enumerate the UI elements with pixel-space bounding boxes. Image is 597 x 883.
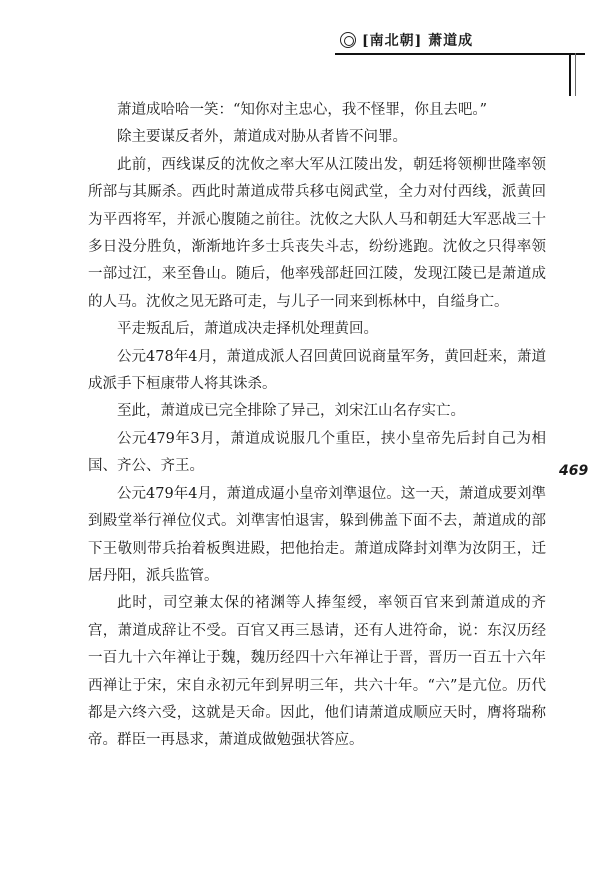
paragraph: 至此，萧道成已完全排除了异己，刘宋江山名存实亡。	[117, 403, 465, 420]
double-circle-icon	[340, 32, 356, 48]
running-header	[340, 30, 473, 50]
paragraph: 公元479年4月，萧道成逼小皇帝刘準退位。这一天，萧道成要刘準到殿堂举行禅位仪式。刘準害怕退害，躲到佛盖下面不去，萧道成的部下王敬则带兵抬着板舆进殿，把他抬走。萧道成降封刘準为汝阴王，迁居丹阳，派兵监管。	[88, 485, 546, 584]
header-rule-vertical-thin	[575, 53, 576, 96]
paragraph: 此前，西线谋反的沈攸之率大军从江陵出发，朝廷将领柳世隆率领所部与其厮杀。西此时萧道成带兵移屯阅武堂，全力对付西线，派黄回为平西将军，并派心腹随之前往。沈攸之大队人马和朝廷大军恶战三十多日没分胜负，渐渐地许多士兵丧失斗志，纷纷逃跑。沈攸之只得率领一部过江，来至鲁山。随后，他率残部赶回江陵，发现江陵已是萧道成的人马。沈攸之见无路可走，与儿子一同来到栎林中，自缢身亡。	[88, 156, 546, 310]
header-rule	[335, 53, 585, 55]
paragraph: 除主要谋反者外，萧道成对胁从者皆不问罪。	[117, 129, 407, 146]
paragraph: 萧道成哈哈一笑：“知你对主忠心，我不怪罪，你且去吧。”	[117, 102, 488, 118]
paragraph: 公元479年3月，萧道成说服几个重臣，挟小皇帝先后封自己为相国、齐公、齐王。	[88, 430, 546, 475]
page-number: 469	[559, 463, 589, 479]
paragraph: 此时，司空兼太保的褚渊等人捧玺绶，率领百官来到萧道成的齐宫，萧道成辞让不受。百官又再三恳请，还有人进符命，说：东汉历经一百九十六年禅让于魏，魏历经四十六年禅让于晋，晋历一百五十六年西禅让于宋，宋自永初元年到昇明三年，共六十年。“六”是亢位。历代都是六终六受，这就是天命。因此，他们请萧道成顺应天时，膺将瑞称帝。群臣一再恳求，萧道成做勉强状答应。	[88, 595, 546, 749]
paragraph: 公元478年4月，萧道成派人召回黄回说商量军务，黄回赶来，萧道成派手下桓康带人将其诛杀。	[88, 348, 546, 393]
paragraph: 平走叛乱后，萧道成决走择机处理黄回。	[117, 321, 378, 338]
header-rule-vertical	[569, 53, 571, 96]
body-text	[88, 97, 546, 755]
header-title: [南北朝] 萧道成	[362, 33, 474, 49]
